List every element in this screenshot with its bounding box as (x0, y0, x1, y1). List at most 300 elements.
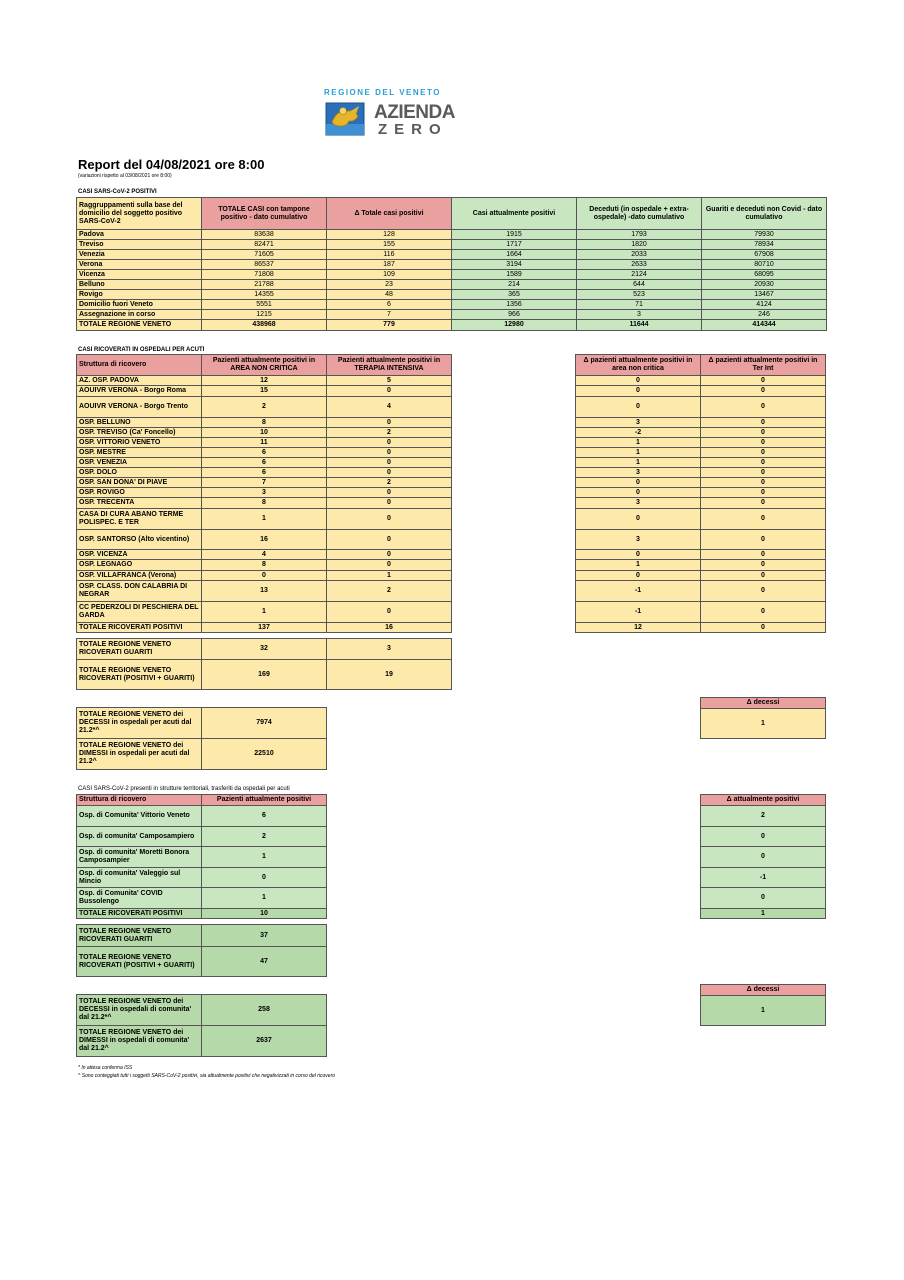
row-value: 0 (701, 581, 826, 602)
ricoverati-dimessi-row (77, 739, 327, 770)
row-value: 0 (327, 418, 452, 428)
row-label: OSP. SANTORSO (Alto vicentino) (77, 530, 202, 550)
row-value: 0 (701, 468, 826, 478)
ricoverati-total-row (77, 623, 452, 633)
territoriali-decessi-label: TOTALE REGIONE VENETO dei DECESSI in ospedali di comunita' dal 21.2*^ (77, 995, 202, 1026)
row-value: 4 (202, 550, 327, 560)
territoriali-dimessi-value: 2637 (202, 1026, 327, 1057)
ricoverati-delta-row (576, 428, 826, 438)
section-title-positivi: CASI SARS-CoV-2 POSITIVI (78, 189, 157, 195)
positivi-table (76, 197, 827, 331)
row-value: 0 (701, 530, 826, 550)
row-label: TOTALE REGIONE VENETO (77, 320, 202, 331)
row-value: 0 (576, 550, 701, 560)
ricoverati-delta-header-row (576, 355, 826, 376)
ricoverati-delta-row (576, 468, 826, 478)
ricoverati-row (77, 478, 452, 488)
ricoverati-delta-row (576, 397, 826, 418)
row-label: OSP. LEGNAGO (77, 560, 202, 571)
row-value: 10 (202, 909, 327, 919)
row-value: 12 (576, 623, 701, 633)
row-value: 0 (327, 448, 452, 458)
row-value: 0 (701, 623, 826, 633)
row-value: 1 (327, 571, 452, 581)
row-value: 82471 (202, 240, 327, 250)
row-value: -1 (576, 581, 701, 602)
positivi-total-row (77, 320, 827, 331)
row-label: OSP. TREVISO (Ca' Foncello) (77, 428, 202, 438)
row-label: Assegnazione in corso (77, 310, 202, 320)
row-value: 3 (576, 418, 701, 428)
row-value: 86537 (202, 260, 327, 270)
ricoverati-delta-row (576, 550, 826, 560)
row-value: 3 (576, 468, 701, 478)
row-value: 438968 (202, 320, 327, 331)
row-label: AOUIVR VERONA - Borgo Trento (77, 397, 202, 418)
report-title: Report del 04/08/2021 ore 8:00 (78, 157, 265, 172)
row-value: 4 (327, 397, 452, 418)
row-value: 0 (576, 571, 701, 581)
lion-of-saint-mark-icon (325, 102, 365, 136)
row-value: 0 (701, 560, 826, 571)
logo-line1: AZIENDA (374, 102, 455, 123)
row-value: 1717 (452, 240, 577, 250)
ricoverati-delta-row (576, 581, 826, 602)
ricoverati-delta-row (576, 478, 826, 488)
ricoverati-complessivo-label: TOTALE REGIONE VENETO RICOVERATI (POSITIVI + GUARITI) (77, 660, 202, 690)
row-value: 0 (701, 428, 826, 438)
ricoverati-delta-decessi-value: 1 (701, 709, 826, 739)
row-value: 8 (202, 560, 327, 571)
row-value: 0 (327, 498, 452, 509)
ricoverati-delta-row (576, 386, 826, 397)
row-label: AZ. OSP. PADOVA (77, 376, 202, 386)
ricoverati-decessi-table (76, 707, 327, 770)
row-value: 0 (701, 498, 826, 509)
row-label: OSP. ROVIGO (77, 488, 202, 498)
row-label: OSP. DOLO (77, 468, 202, 478)
row-value: 4124 (702, 300, 827, 310)
ricoverati-decessi-label: TOTALE REGIONE VENETO dei DECESSI in ospedali per acuti dal 21.2*^ (77, 708, 202, 739)
row-value: 12 (202, 376, 327, 386)
ricoverati-delta-row (576, 498, 826, 509)
positivi-row (77, 230, 827, 240)
row-value: 0 (701, 571, 826, 581)
ricoverati-guariti-row (77, 639, 452, 660)
row-label: OSP. MESTRE (77, 448, 202, 458)
row-value: 414344 (702, 320, 827, 331)
ricoverati-delta-row (576, 458, 826, 468)
row-label: Belluno (77, 280, 202, 290)
row-value: 0 (327, 560, 452, 571)
row-label: OSP. VILLAFRANCA (Verona) (77, 571, 202, 581)
header-delta-area-non-critica: Δ pazienti attualmente positivi in area non critica (576, 355, 701, 376)
row-value: 80710 (702, 260, 827, 270)
row-value: 128 (327, 230, 452, 240)
row-value: 0 (701, 458, 826, 468)
header-area-non-critica: Pazienti attualmente positivi in AREA NON CRITICA (202, 355, 327, 376)
territoriali-complessivo-value: 47 (202, 947, 327, 977)
ricoverati-row (77, 448, 452, 458)
territoriali-delta-row (701, 806, 826, 827)
positivi-row (77, 240, 827, 250)
row-value: 23 (327, 280, 452, 290)
row-value: 246 (702, 310, 827, 320)
ricoverati-delta-row (576, 509, 826, 530)
row-value: 1 (202, 602, 327, 623)
row-label: Verona (77, 260, 202, 270)
row-value: 0 (327, 602, 452, 623)
territoriali-decessi-row (77, 995, 327, 1026)
row-value: 3 (202, 488, 327, 498)
row-value: 5551 (202, 300, 327, 310)
row-value: 1820 (577, 240, 702, 250)
row-value: 1589 (452, 270, 577, 280)
row-label: Vicenza (77, 270, 202, 280)
territoriali-decessi-table (76, 994, 327, 1057)
row-value: 11644 (577, 320, 702, 331)
territoriali-delta-total-row (701, 909, 826, 919)
row-value: 1215 (202, 310, 327, 320)
ricoverati-decessi-row (77, 708, 327, 739)
ricoverati-row (77, 602, 452, 623)
header-delta-ter-int: Δ pazienti attualmente positivi in Ter Int (701, 355, 826, 376)
territoriali-delta-header-row (701, 795, 826, 806)
row-value: 3194 (452, 260, 577, 270)
row-value: 7 (202, 478, 327, 488)
ricoverati-delta-row (576, 488, 826, 498)
positivi-row (77, 300, 827, 310)
ricoverati-delta-table (575, 354, 826, 633)
row-label: TOTALE RICOVERATI POSITIVI (77, 623, 202, 633)
ricoverati-row (77, 468, 452, 478)
row-value: 2 (202, 397, 327, 418)
row-value: 67908 (702, 250, 827, 260)
logo-region-text: REGIONE DEL VENETO (324, 88, 441, 97)
ricoverati-complessivo-ti: 19 (327, 660, 452, 690)
header-pazienti-positivi: Pazienti attualmente positivi (202, 795, 327, 806)
ricoverati-delta-row (576, 448, 826, 458)
row-value: 0 (202, 571, 327, 581)
row-value: 2 (327, 581, 452, 602)
ricoverati-complessivo-row (77, 660, 452, 690)
row-label: OSP. CLASS. DON CALABRIA DI NEGRAR (77, 581, 202, 602)
row-value: 0 (327, 488, 452, 498)
row-value: 15 (202, 386, 327, 397)
row-value: 0 (327, 530, 452, 550)
ricoverati-row (77, 386, 452, 397)
row-value: 779 (327, 320, 452, 331)
row-value: 1915 (452, 230, 577, 240)
row-value: 1 (202, 509, 327, 530)
row-value: 109 (327, 270, 452, 280)
row-value: 83638 (202, 230, 327, 240)
ricoverati-guariti-ti: 3 (327, 639, 452, 660)
header-struttura: Struttura di ricovero (77, 355, 202, 376)
ricoverati-row (77, 550, 452, 560)
row-value: 0 (701, 602, 826, 623)
logo-line2: ZERO (378, 121, 448, 138)
row-value: 7 (327, 310, 452, 320)
row-label: Osp. di comunita' Camposampiero (77, 827, 202, 847)
territoriali-delta-decessi-table (700, 984, 826, 1026)
header-domicilio: Raggruppamenti sulla base del domicilio del soggetto positivo SARS-CoV-2 (77, 198, 202, 230)
row-value: 0 (576, 509, 701, 530)
positivi-row (77, 290, 827, 300)
row-value: 16 (327, 623, 452, 633)
row-value: 3 (577, 310, 702, 320)
positivi-row (77, 270, 827, 280)
header-guariti: Guariti e deceduti non Covid - dato cumulativo (702, 198, 827, 230)
row-value: 0 (576, 386, 701, 397)
row-value: 0 (327, 458, 452, 468)
row-value: 2 (202, 827, 327, 847)
row-value: 0 (701, 550, 826, 560)
row-value: -2 (576, 428, 701, 438)
row-value: 0 (701, 509, 826, 530)
ricoverati-row (77, 571, 452, 581)
row-value: 137 (202, 623, 327, 633)
row-value: 13 (202, 581, 327, 602)
row-value: 2 (701, 806, 826, 827)
row-value: 0 (701, 488, 826, 498)
territoriali-guariti-value: 37 (202, 925, 327, 947)
territoriali-dimessi-label: TOTALE REGIONE VENETO dei DIMESSI in ospedali di comunita' dal 21.2^ (77, 1026, 202, 1057)
row-value: 1356 (452, 300, 577, 310)
ricoverati-header-row (77, 355, 452, 376)
row-label: OSP. VICENZA (77, 550, 202, 560)
row-value: 3 (576, 498, 701, 509)
row-value: 2 (327, 428, 452, 438)
row-label: OSP. TRECENTA (77, 498, 202, 509)
row-value: 79930 (702, 230, 827, 240)
ricoverati-dimessi-label: TOTALE REGIONE VENETO dei DIMESSI in ospedali per acuti dal 21.2^ (77, 739, 202, 770)
row-label: CASA DI CURA ABANO TERME POLISPEC. E TER (77, 509, 202, 530)
positivi-header-row (77, 198, 827, 230)
row-value: 0 (701, 397, 826, 418)
row-label: Venezia (77, 250, 202, 260)
territoriali-row (77, 806, 327, 827)
row-value: 0 (701, 386, 826, 397)
row-value: -1 (701, 868, 826, 888)
row-label: Osp. di Comunita' Vittorio Veneto (77, 806, 202, 827)
positivi-row (77, 310, 827, 320)
header-struttura-territoriale: Struttura di ricovero (77, 795, 202, 806)
ricoverati-delta-row (576, 571, 826, 581)
row-value: 966 (452, 310, 577, 320)
ricoverati-row (77, 376, 452, 386)
row-value: 5 (327, 376, 452, 386)
row-value: 0 (701, 847, 826, 868)
row-value: 1 (576, 448, 701, 458)
row-label: CC PEDERZOLI DI PESCHIERA DEL GARDA (77, 602, 202, 623)
row-value: 0 (327, 468, 452, 478)
territoriali-complessivo-row (77, 947, 327, 977)
row-label: Padova (77, 230, 202, 240)
territoriali-delta-row (701, 888, 826, 909)
territoriali-delta-decessi-value: 1 (701, 996, 826, 1026)
footnote-1: * In attesa conferma ISS (78, 1065, 133, 1071)
row-value: 0 (327, 438, 452, 448)
header-delta-casi: Δ Totale casi positivi (327, 198, 452, 230)
ricoverati-delta-decessi-table (700, 697, 826, 739)
row-value: 8 (202, 498, 327, 509)
row-value: 0 (576, 488, 701, 498)
ricoverati-guariti-label: TOTALE REGIONE VENETO RICOVERATI GUARITI (77, 639, 202, 660)
ricoverati-guariti-area: 32 (202, 639, 327, 660)
row-value: 0 (576, 478, 701, 488)
row-value: 187 (327, 260, 452, 270)
ricoverati-row (77, 560, 452, 571)
row-value: 20930 (702, 280, 827, 290)
row-value: 48 (327, 290, 452, 300)
report-subtitle: (variazioni rispetto al 03/08/2021 ore 8:00) (78, 173, 172, 179)
territoriali-total-row (77, 909, 327, 919)
territoriali-table (76, 794, 327, 919)
row-value: 116 (327, 250, 452, 260)
row-value: 12980 (452, 320, 577, 331)
row-label: Domicilio fuori Veneto (77, 300, 202, 310)
row-label: Osp. di Comunita' COVID Bussolengo (77, 888, 202, 909)
ricoverati-row (77, 530, 452, 550)
territoriali-guariti-label: TOTALE REGIONE VENETO RICOVERATI GUARITI (77, 925, 202, 947)
row-value: 1 (576, 458, 701, 468)
ricoverati-row (77, 498, 452, 509)
territoriali-decessi-value: 258 (202, 995, 327, 1026)
row-value: 2033 (577, 250, 702, 260)
ricoverati-row (77, 458, 452, 468)
row-value: 1 (202, 847, 327, 868)
row-value: 0 (701, 418, 826, 428)
territoriali-header-row (77, 795, 327, 806)
row-value: 71605 (202, 250, 327, 260)
territoriali-delta-decessi-label: Δ decessi (701, 985, 826, 996)
row-label: TOTALE RICOVERATI POSITIVI (77, 909, 202, 919)
footnote-2: ^ Sono conteggiati tutti i soggetti SARS-CoV-2 positivi, sia attualmente positivi che negativizzati in corso del ricovero (78, 1073, 336, 1079)
ricoverati-delta-total-row (576, 623, 826, 633)
row-value: 0 (701, 888, 826, 909)
row-value: 1 (701, 909, 826, 919)
row-value: 1 (576, 560, 701, 571)
row-value: 6 (327, 300, 452, 310)
territoriali-row (77, 868, 327, 888)
row-value: 365 (452, 290, 577, 300)
row-label: Osp. di comunita' Valeggio sul Mincio (77, 868, 202, 888)
row-label: OSP. BELLUNO (77, 418, 202, 428)
row-value: 523 (577, 290, 702, 300)
territoriali-delta-row (701, 868, 826, 888)
row-value: 1664 (452, 250, 577, 260)
row-value: 11 (202, 438, 327, 448)
header-terapia-intensiva: Pazienti attualmente positivi in TERAPIA INTENSIVA (327, 355, 452, 376)
row-value: 1 (576, 438, 701, 448)
ricoverati-delta-row (576, 376, 826, 386)
header-totale-casi: TOTALE CASI con tampone positivo - dato cumulativo (202, 198, 327, 230)
ricoverati-delta-row (576, 560, 826, 571)
row-value: 6 (202, 448, 327, 458)
positivi-row (77, 260, 827, 270)
ricoverati-decessi-value: 7974 (202, 708, 327, 739)
territoriali-delta-table (700, 794, 826, 919)
row-value: 0 (701, 827, 826, 847)
row-value: 2124 (577, 270, 702, 280)
row-value: 6 (202, 458, 327, 468)
row-value: 0 (701, 448, 826, 458)
row-value: 78934 (702, 240, 827, 250)
row-value: 6 (202, 806, 327, 827)
row-value: 21788 (202, 280, 327, 290)
row-value: 0 (701, 478, 826, 488)
ricoverati-complessivo-area: 169 (202, 660, 327, 690)
row-label: OSP. SAN DONA' DI PIAVE (77, 478, 202, 488)
row-label: OSP. VITTORIO VENETO (77, 438, 202, 448)
territoriali-complessivo-label: TOTALE REGIONE VENETO RICOVERATI (POSITIVI + GUARITI) (77, 947, 202, 977)
row-value: 0 (576, 376, 701, 386)
territoriali-row (77, 888, 327, 909)
territoriali-summary-table (76, 924, 327, 977)
territoriali-guariti-row (77, 925, 327, 947)
row-value: 8 (202, 418, 327, 428)
territoriali-row (77, 827, 327, 847)
row-value: 71 (577, 300, 702, 310)
row-label: Osp. di comunita' Moretti Bonora Camposampier (77, 847, 202, 868)
ricoverati-delta-row (576, 418, 826, 428)
ricoverati-row (77, 438, 452, 448)
ricoverati-delta-row (576, 530, 826, 550)
header-deceduti: Deceduti (in ospedale + extra-ospedale) -dato cumulativo (577, 198, 702, 230)
row-value: 10 (202, 428, 327, 438)
row-value: 0 (701, 376, 826, 386)
territoriali-row (77, 847, 327, 868)
ricoverati-row (77, 488, 452, 498)
row-value: 6 (202, 468, 327, 478)
ricoverati-summary-table (76, 638, 452, 690)
row-value: 0 (327, 550, 452, 560)
ricoverati-row (77, 509, 452, 530)
row-value: 644 (577, 280, 702, 290)
ricoverati-delta-row (576, 438, 826, 448)
row-value: 2633 (577, 260, 702, 270)
row-value: 1793 (577, 230, 702, 240)
row-value: 14355 (202, 290, 327, 300)
positivi-row (77, 250, 827, 260)
ricoverati-row (77, 581, 452, 602)
row-value: 0 (327, 509, 452, 530)
logo (322, 88, 454, 140)
territoriali-delta-row (701, 847, 826, 868)
ricoverati-dimessi-value: 22510 (202, 739, 327, 770)
ricoverati-table (76, 354, 452, 633)
ricoverati-delta-decessi-label: Δ decessi (701, 698, 826, 709)
ricoverati-row (77, 428, 452, 438)
row-label: AOUIVR VERONA - Borgo Roma (77, 386, 202, 397)
row-value: 71808 (202, 270, 327, 280)
row-label: Rovigo (77, 290, 202, 300)
row-value: 2 (327, 478, 452, 488)
row-value: 13467 (702, 290, 827, 300)
row-label: OSP. VENEZIA (77, 458, 202, 468)
row-value: 0 (701, 438, 826, 448)
row-value: 155 (327, 240, 452, 250)
ricoverati-row (77, 418, 452, 428)
section-title-ricoverati: CASI RICOVERATI IN OSPEDALI PER ACUTI (78, 347, 205, 353)
row-value: 0 (202, 868, 327, 888)
positivi-row (77, 280, 827, 290)
row-label: Treviso (77, 240, 202, 250)
territoriali-delta-row (701, 827, 826, 847)
territoriali-dimessi-row (77, 1026, 327, 1057)
ricoverati-row (77, 397, 452, 418)
